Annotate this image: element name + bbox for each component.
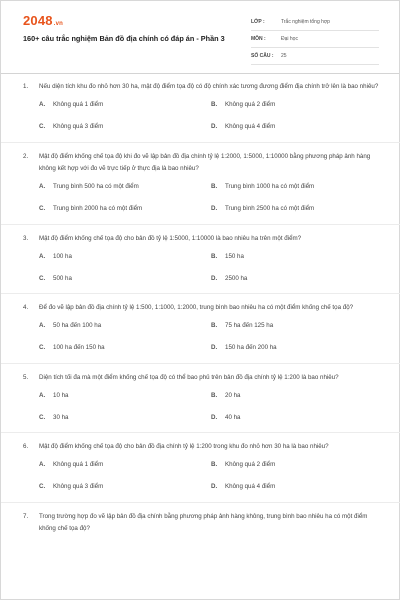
- answer-option[interactable]: [39, 198, 211, 220]
- option-text: 2500 ha: [225, 274, 248, 282]
- option-text: Trung bình 2500 ha có một điểm: [225, 205, 315, 212]
- answer-options: [39, 384, 383, 428]
- question-text-row: [23, 302, 383, 315]
- question-text: Diện tích tối đa mà một điểm khống chế tọa độ có thể bao phủ trên bản đồ địa chính tỷ lệ 1:200 là bao nhiêu?: [39, 373, 339, 381]
- option-letter: B.: [211, 183, 218, 190]
- option-text: Không quá 2 điểm: [225, 461, 276, 468]
- question-number: 3.: [23, 234, 29, 242]
- option-text: Không quá 1 điểm: [53, 461, 104, 468]
- header-divider: [1, 73, 399, 74]
- question-text-row: [23, 511, 383, 536]
- answer-option[interactable]: [211, 384, 383, 406]
- meta-value: Đại học: [281, 36, 298, 42]
- answer-option[interactable]: [39, 454, 211, 476]
- option-text: 100 ha đến 150 ha: [53, 344, 105, 351]
- option-letter: B.: [211, 252, 218, 260]
- option-text: 100 ha: [53, 252, 72, 260]
- meta-label: SỐ CÂU :: [251, 53, 274, 59]
- option-text: 10 ha: [53, 391, 69, 399]
- option-letter: C.: [39, 274, 46, 282]
- option-text: 75 ha đến 125 ha: [225, 322, 274, 329]
- option-letter: D.: [211, 413, 218, 421]
- option-text: Trung bình 2000 ha có một điểm: [53, 205, 143, 212]
- answer-option[interactable]: [211, 476, 383, 498]
- document-title: 160+ câu trắc nghiệm Bản đồ địa chính có đáp án - Phần 3: [23, 34, 225, 43]
- option-text: 30 ha: [53, 413, 69, 421]
- option-text: Không quá 4 điểm: [225, 123, 276, 130]
- question-number: 6.: [23, 443, 29, 450]
- answer-option[interactable]: [39, 476, 211, 498]
- answer-option[interactable]: [211, 454, 383, 476]
- question-item: [23, 81, 383, 151]
- option-text: Không quá 1 điểm: [53, 101, 104, 108]
- answer-option[interactable]: [39, 94, 211, 116]
- question-item: [23, 372, 383, 442]
- answer-options: [39, 315, 383, 359]
- question-item: [23, 233, 383, 303]
- option-letter: C.: [39, 205, 46, 212]
- answer-options: [39, 94, 383, 138]
- question-text: Mật độ điểm khống chế tọa độ khi đo vẽ lập bản đồ địa chính tỷ lệ 1:2000, 1:5000, 1:10000 bằng phương pháp ảnh hàng không kết hợp với đo vẽ trực tiếp ở thực địa là bao nhiêu?: [39, 152, 371, 172]
- option-letter: A.: [39, 101, 46, 108]
- option-letter: A.: [39, 461, 46, 468]
- option-text: Không quá 3 điểm: [53, 123, 104, 130]
- answer-option[interactable]: [39, 176, 211, 198]
- option-letter: C.: [39, 483, 46, 490]
- option-text: Không quá 2 điểm: [225, 101, 276, 108]
- answer-option[interactable]: [211, 245, 383, 267]
- question-text: Để đo vẽ lập bản đồ địa chính tỷ lệ 1:500, 1:1000, 1:2000, trung bình bao nhiêu ha có một điểm khống chế tọa độ?: [39, 304, 354, 311]
- meta-row-count: [251, 48, 379, 65]
- question-text: Mật độ điểm khống chế tọa độ cho bản đồ địa chính tỷ lệ 1:200 trong khu đo nhỏ hơn 30 ha là bao nhiêu?: [39, 443, 329, 450]
- option-text: 20 ha: [225, 391, 241, 399]
- option-text: 50 ha đến 100 ha: [53, 322, 102, 329]
- answer-options: [39, 245, 383, 289]
- question-item: [23, 151, 383, 233]
- answer-option[interactable]: [39, 267, 211, 289]
- option-text: 500 ha: [53, 274, 72, 282]
- answer-option[interactable]: [211, 176, 383, 198]
- question-text-row: [23, 233, 383, 246]
- option-letter: C.: [39, 123, 46, 130]
- answer-option[interactable]: [39, 116, 211, 138]
- answer-option[interactable]: [211, 267, 383, 289]
- option-letter: B.: [211, 101, 218, 108]
- question-item: [23, 441, 383, 511]
- option-letter: B.: [211, 391, 218, 399]
- option-text: Không quá 3 điểm: [53, 483, 104, 490]
- answer-options: [39, 176, 383, 220]
- meta-row-class: [251, 14, 379, 31]
- answer-option[interactable]: [39, 406, 211, 428]
- meta-label: MÔN :: [251, 36, 266, 42]
- question-text-row: [23, 372, 383, 385]
- answer-option[interactable]: [211, 116, 383, 138]
- answer-option[interactable]: [39, 337, 211, 359]
- site-logo[interactable]: 2048.vn: [23, 13, 64, 28]
- question-item: [23, 511, 383, 544]
- document-meta: [251, 14, 379, 65]
- option-text: Trung bình 1000 ha có một điểm: [225, 183, 315, 190]
- question-text: Trong trường hợp đo vẽ lập bản đồ địa chính bằng phương pháp ảnh hàng không, trung bình bao nhiêu ha có một điểm khống chế tọa độ?: [39, 512, 368, 532]
- question-number: 1.: [23, 83, 29, 90]
- question-number: 7.: [23, 512, 29, 520]
- question-number: 4.: [23, 304, 29, 311]
- option-letter: B.: [211, 322, 218, 329]
- option-letter: A.: [39, 391, 46, 399]
- option-letter: C.: [39, 413, 46, 421]
- meta-value: 25: [281, 53, 287, 59]
- question-text-row: [23, 441, 383, 454]
- meta-label: LỚP :: [251, 19, 265, 25]
- question-list: [23, 81, 383, 544]
- answer-option[interactable]: [211, 337, 383, 359]
- option-letter: D.: [211, 123, 218, 130]
- question-item: [23, 302, 383, 372]
- option-text: 150 ha: [225, 252, 244, 260]
- answer-option[interactable]: [39, 315, 211, 337]
- answer-option[interactable]: [211, 315, 383, 337]
- question-text: Mật độ điểm khống chế tọa độ cho bản đồ tỷ lệ 1:5000, 1:10000 là bao nhiêu ha trên một điểm?: [39, 234, 302, 242]
- option-letter: A.: [39, 322, 46, 329]
- option-letter: D.: [211, 274, 218, 282]
- option-letter: C.: [39, 344, 46, 351]
- answer-option[interactable]: [211, 406, 383, 428]
- option-letter: D.: [211, 205, 218, 212]
- question-text-row: [23, 151, 383, 176]
- answer-options: [39, 454, 383, 498]
- question-number: 5.: [23, 373, 29, 381]
- option-letter: D.: [211, 483, 218, 490]
- question-number: 2.: [23, 152, 29, 160]
- answer-option[interactable]: [211, 94, 383, 116]
- option-text: Không quá 4 điểm: [225, 483, 276, 490]
- option-letter: A.: [39, 183, 46, 190]
- meta-row-subject: [251, 31, 379, 48]
- meta-value: Trắc nghiệm tổng hợp: [281, 19, 330, 25]
- answer-option[interactable]: [211, 198, 383, 220]
- option-text: Trung bình 500 ha có một điểm: [53, 183, 139, 190]
- answer-option[interactable]: [39, 245, 211, 267]
- question-text-row: [23, 81, 383, 94]
- option-letter: B.: [211, 461, 218, 468]
- answer-option[interactable]: [39, 384, 211, 406]
- option-text: 40 ha: [225, 413, 241, 421]
- option-text: 150 ha đến 200 ha: [225, 344, 277, 351]
- document-header: [1, 1, 399, 65]
- option-letter: D.: [211, 344, 218, 351]
- question-text: Nếu diện tích khu đo nhỏ hơn 30 ha, mật độ điểm tọa độ có độ chính xác tương đương điểm địa chính trở lên là bao nhiêu?: [39, 83, 379, 90]
- option-letter: A.: [39, 252, 46, 260]
